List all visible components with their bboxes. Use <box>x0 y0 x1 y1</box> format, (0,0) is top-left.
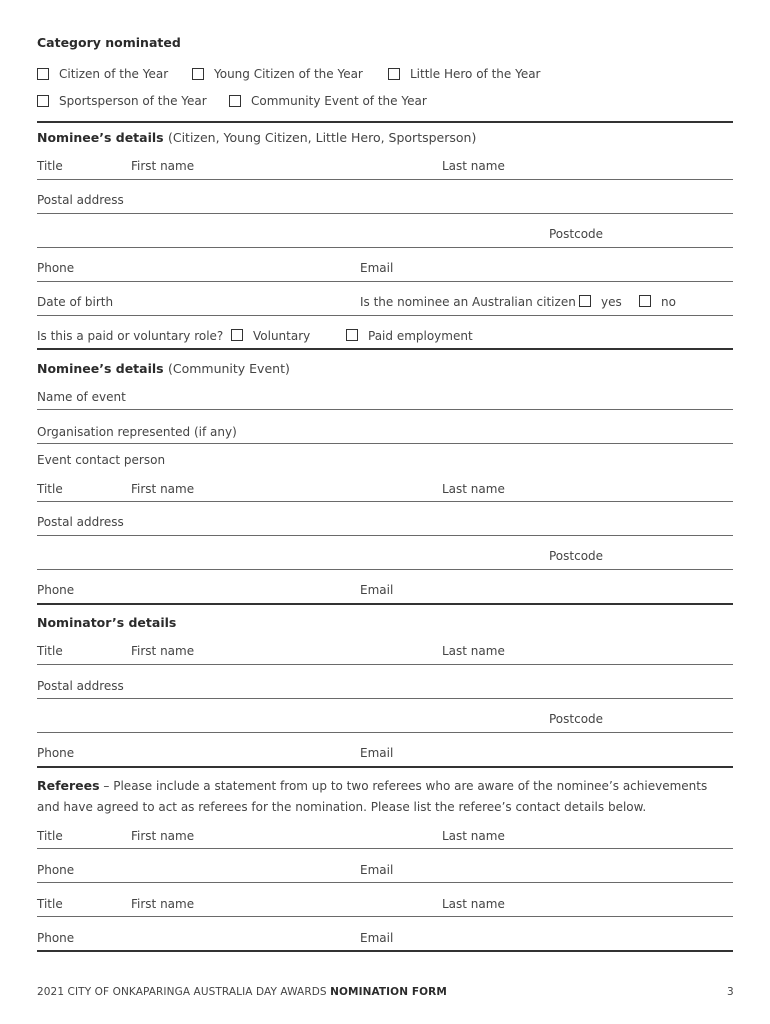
phone-label: Phone <box>37 863 75 877</box>
referees-intro-line1: – Please include a statement from up to two referees who are aware of the nominee’s achievements <box>103 779 708 793</box>
checkbox-citizen-of-the-year[interactable] <box>37 68 49 80</box>
citizen-question: Is the nominee an Australian citizen <box>360 295 576 309</box>
section-divider <box>37 121 733 123</box>
category-heading: Category nominated <box>37 35 181 50</box>
title-label: Title <box>37 829 63 843</box>
postcode-field-line[interactable] <box>37 247 733 248</box>
organisation-field-line[interactable] <box>37 443 733 444</box>
postcode-field-line[interactable] <box>37 732 733 733</box>
event-subheading: (Community Event) <box>167 361 290 376</box>
nominee-heading <box>37 130 476 145</box>
postcode-label: Postcode <box>549 549 604 563</box>
contact-person-label: Event contact person <box>37 453 166 467</box>
checkbox-citizen-yes[interactable] <box>579 295 591 307</box>
checkbox-citizen-no[interactable] <box>639 295 651 307</box>
name-field-line[interactable] <box>37 501 733 502</box>
name-field-line[interactable] <box>37 916 733 917</box>
checkbox-label: Young Citizen of the Year <box>214 67 363 81</box>
nominator-heading: Nominator’s details <box>37 615 177 630</box>
phone-email-field-line[interactable] <box>37 882 733 883</box>
last-name-label: Last name <box>442 482 505 496</box>
postcode-field-line[interactable] <box>37 569 733 570</box>
phone-email-field-line[interactable] <box>37 281 733 282</box>
checkbox-label: Community Event of the Year <box>251 94 427 108</box>
footer <box>37 986 447 998</box>
last-name-label: Last name <box>442 897 505 911</box>
referees-heading: Referees <box>37 778 100 793</box>
event-heading-text: Nominee’s details <box>37 361 164 376</box>
checkbox-label: Sportsperson of the Year <box>59 94 207 108</box>
first-name-label: First name <box>131 644 195 658</box>
nominee-heading-text: Nominee’s details <box>37 130 164 145</box>
title-label: Title <box>37 482 63 496</box>
postcode-label: Postcode <box>549 227 604 241</box>
email-label: Email <box>360 261 394 275</box>
checkbox-label: Voluntary <box>253 329 311 343</box>
checkbox-community-event-of-the-year[interactable] <box>229 95 241 107</box>
first-name-label: First name <box>131 829 195 843</box>
organisation-label: Organisation represented (if any) <box>37 425 237 439</box>
section-divider <box>37 348 733 350</box>
name-field-line[interactable] <box>37 179 733 180</box>
role-question: Is this a paid or voluntary role? <box>37 329 224 343</box>
checkbox-label: yes <box>601 295 622 309</box>
checkbox-label: no <box>661 295 676 309</box>
checkbox-label: Paid employment <box>368 329 473 343</box>
phone-label: Phone <box>37 261 75 275</box>
referees-intro <box>37 778 707 793</box>
last-name-label: Last name <box>442 829 505 843</box>
postcode-label: Postcode <box>549 712 604 726</box>
postal-address-field-line[interactable] <box>37 535 733 536</box>
postal-address-field-line[interactable] <box>37 698 733 699</box>
dob-label: Date of birth <box>37 295 114 309</box>
phone-label: Phone <box>37 746 75 760</box>
last-name-label: Last name <box>442 644 505 658</box>
referees-intro-line2: and have agreed to act as referees for the nomination. Please list the referee’s contact details below. <box>37 800 647 814</box>
phone-label: Phone <box>37 931 75 945</box>
checkbox-sportsperson-of-the-year[interactable] <box>37 95 49 107</box>
section-divider <box>37 950 733 952</box>
checkbox-label: Little Hero of the Year <box>410 67 541 81</box>
first-name-label: First name <box>131 897 195 911</box>
footer-text: 2021 CITY OF ONKAPARINGA AUSTRALIA DAY AWARDS <box>37 986 327 998</box>
checkbox-paid-employment[interactable] <box>346 329 358 341</box>
name-of-event-field-line[interactable] <box>37 409 733 410</box>
checkbox-young-citizen-of-the-year[interactable] <box>192 68 204 80</box>
checkbox-little-hero-of-the-year[interactable] <box>388 68 400 80</box>
page-number: 3 <box>727 986 734 998</box>
checkbox-voluntary[interactable] <box>231 329 243 341</box>
event-heading <box>37 361 290 376</box>
email-label: Email <box>360 583 394 597</box>
title-label: Title <box>37 159 63 173</box>
dob-field-line[interactable] <box>37 315 733 316</box>
title-label: Title <box>37 897 63 911</box>
postal-address-label: Postal address <box>37 515 124 529</box>
footer-bold: NOMINATION FORM <box>330 986 447 998</box>
section-divider <box>37 603 733 605</box>
email-label: Email <box>360 863 394 877</box>
email-label: Email <box>360 931 394 945</box>
name-of-event-label: Name of event <box>37 390 126 404</box>
phone-label: Phone <box>37 583 75 597</box>
last-name-label: Last name <box>442 159 505 173</box>
checkbox-label: Citizen of the Year <box>59 67 169 81</box>
section-divider <box>37 766 733 768</box>
name-field-line[interactable] <box>37 848 733 849</box>
email-label: Email <box>360 746 394 760</box>
first-name-label: First name <box>131 482 195 496</box>
postal-address-label: Postal address <box>37 679 124 693</box>
nominee-subheading: (Citizen, Young Citizen, Little Hero, Sportsperson) <box>167 130 477 145</box>
title-label: Title <box>37 644 63 658</box>
postal-address-label: Postal address <box>37 193 124 207</box>
name-field-line[interactable] <box>37 664 733 665</box>
first-name-label: First name <box>131 159 195 173</box>
postal-address-field-line[interactable] <box>37 213 733 214</box>
